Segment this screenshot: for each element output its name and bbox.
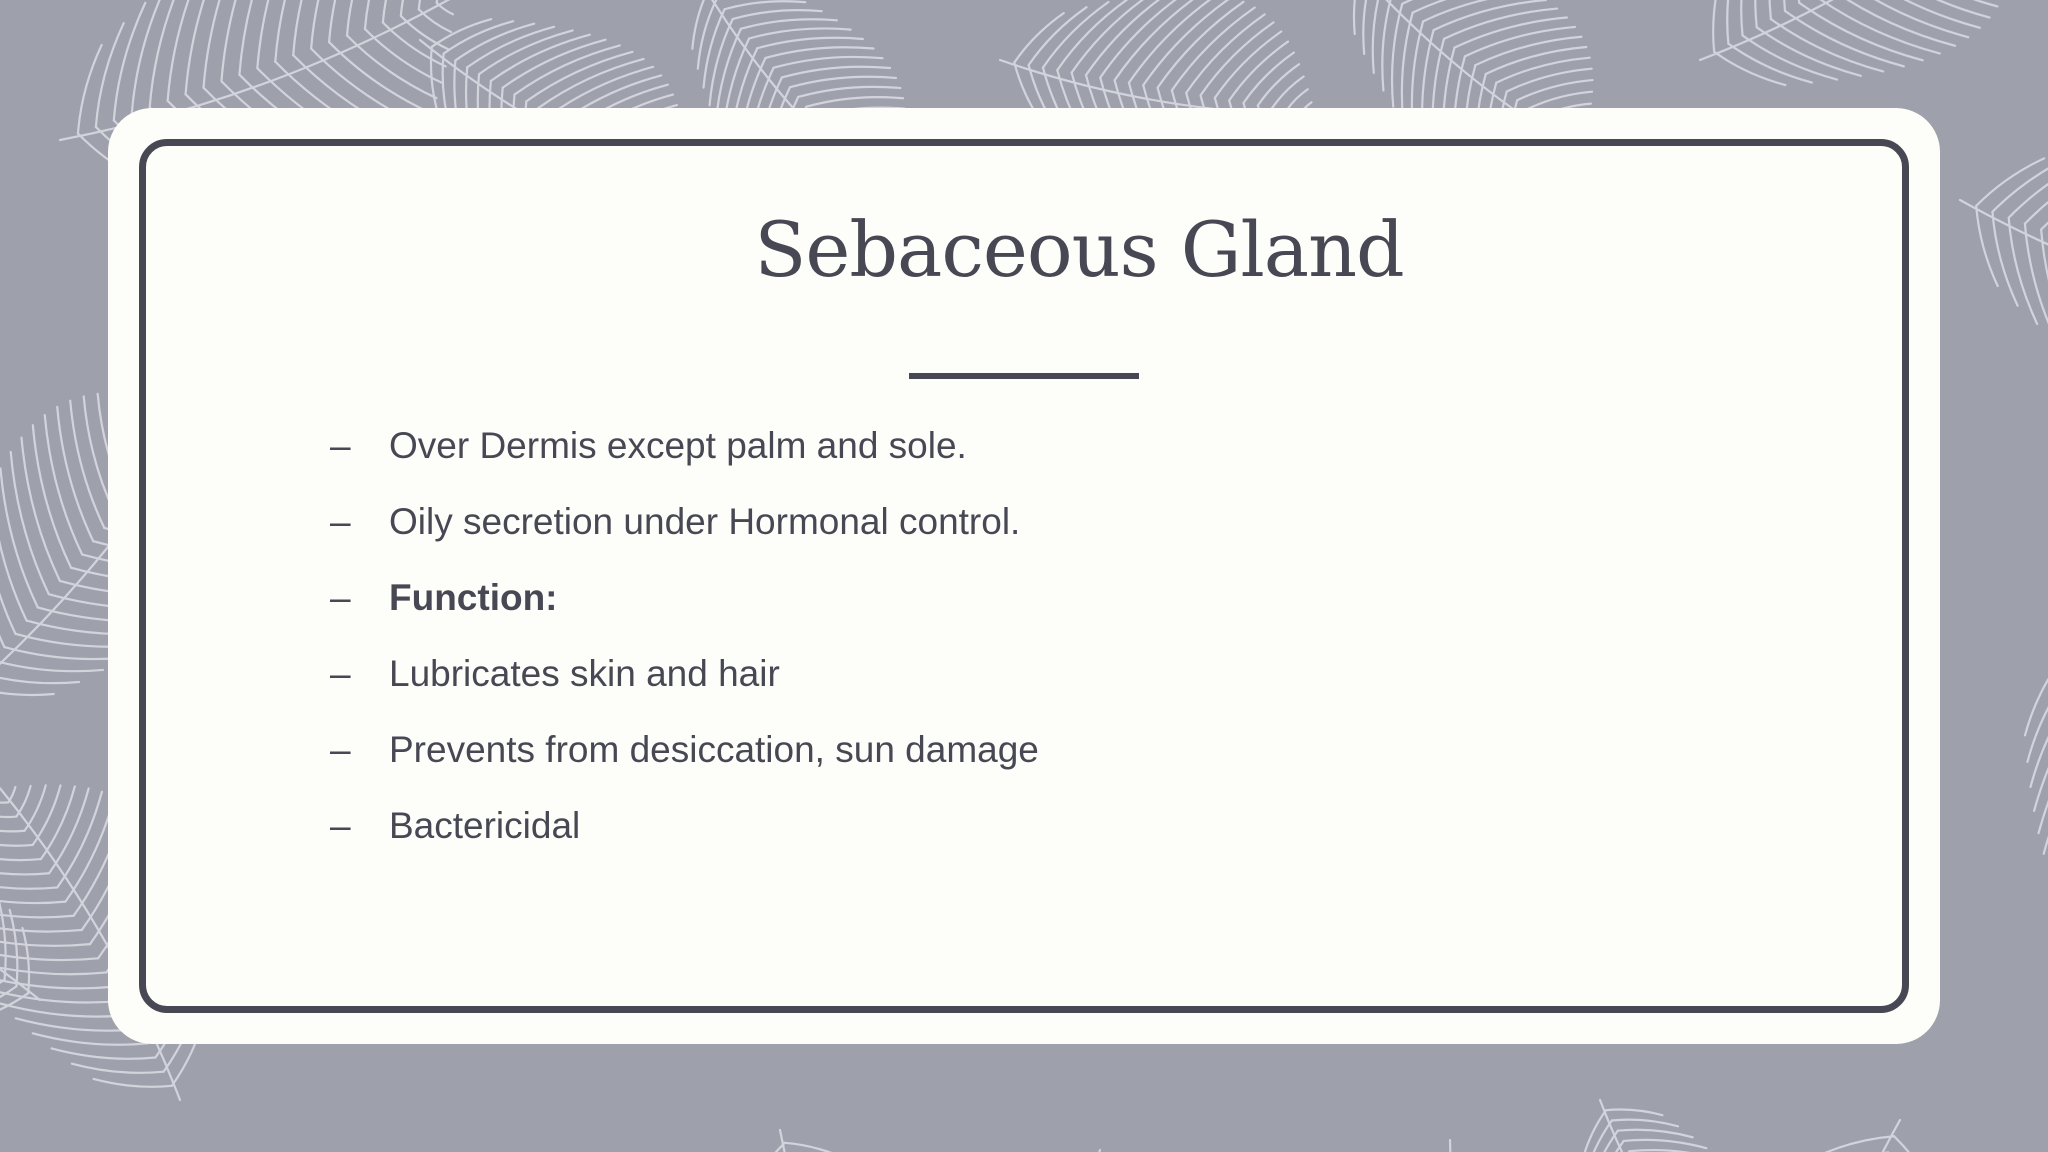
bullet-dash-icon: – [330, 805, 351, 846]
bullet-text: Function: [389, 577, 558, 618]
title-divider [909, 373, 1139, 379]
bullet-list [330, 408, 1039, 864]
list-item [330, 408, 1039, 484]
bullet-dash-icon: – [330, 653, 351, 694]
bullet-text: Lubricates skin and hair [389, 653, 780, 694]
list-item [330, 712, 1039, 788]
bullet-text: Prevents from desiccation, sun damage [389, 729, 1039, 770]
bullet-dash-icon: – [330, 425, 351, 466]
bullet-dash-icon: – [330, 577, 351, 618]
list-item [330, 636, 1039, 712]
bullet-text: Bactericidal [389, 805, 581, 846]
bullet-text: Over Dermis except palm and sole. [389, 425, 967, 466]
list-item [330, 484, 1039, 560]
list-item [330, 788, 1039, 864]
slide-title: Sebaceous Gland [754, 205, 1404, 294]
list-item [330, 560, 1039, 636]
bullet-text: Oily secretion under Hormonal control. [389, 501, 1021, 542]
bullet-dash-icon: – [330, 729, 351, 770]
bullet-dash-icon: – [330, 501, 351, 542]
